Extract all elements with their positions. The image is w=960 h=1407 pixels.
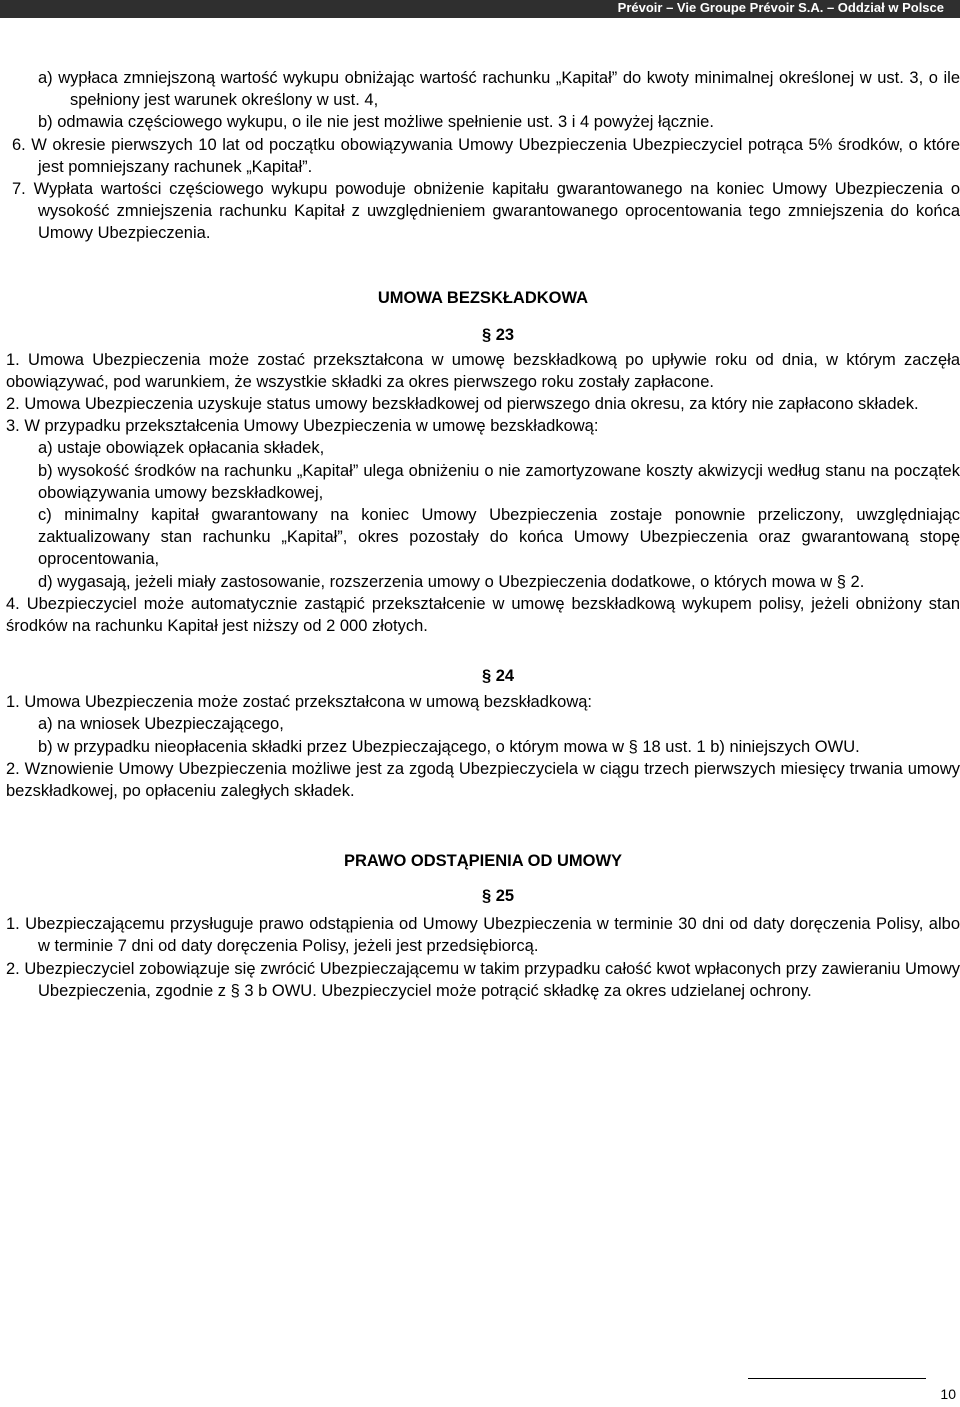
s25-p1: 1. Ubezpieczającemu przysługuje prawo odstąpienia od Umowy Ubezpieczenia w terminie 30 dni od daty doręczenia Polisy, albo w terminie 7 dni od daty doręczenia Polisy, jeżeli jest przedsiębiorcą. — [6, 915, 960, 956]
item-a: a) wypłaca zmniejszoną wartość wykupu obniżając wartość rachunku „Kapitał” do kwoty minimalnej określonej w ust. 3, o ile spełniony jest warunek określony w ust. 4, — [38, 69, 960, 110]
umowa-heading: UMOWA BEZSKŁADKOWA — [377, 288, 589, 307]
prawo-heading: PRAWO ODSTĄPIENIA OD UMOWY — [343, 852, 623, 871]
s24-p1b: b) w przypadku nieopłacenia składki przez Ubezpieczającego, o którym mowa w § 18 ust. 1 b) niniejszych OWU. — [38, 737, 860, 756]
document-header: Prévoir – Vie Groupe Prévoir S.A. – Oddział w Polsce — [0, 0, 960, 18]
footer-rule — [748, 1378, 926, 1379]
page-number: 10 — [940, 1386, 956, 1402]
item-6: 6. W okresie pierwszych 10 lat od początku obowiązywania Umowy Ubezpieczenia Ubezpieczyciel potrąca 5% środków, o które jest pomniejszany rachunek „Kapitał”. — [12, 135, 960, 176]
s24-p1a: a) na wniosek Ubezpieczającego, — [38, 715, 284, 734]
section-24: § 24 — [481, 667, 515, 686]
item-7: 7. Wypłata wartości częściowego wykupu powoduje obniżenie kapitału gwarantowanego na koniec Umowy Ubezpieczenia o wysokość zmniejszenia rachunku Kapitał z uwzględnieniem gwarantowanego oprocentowania tego zmniejszenia do końca Umowy Ubezpieczenia. — [12, 180, 960, 243]
s23-p4: 4. Ubezpieczyciel może automatycznie zastąpić przekształcenie w umowę bezskładkową wykupem polisy, jeżeli obniżony stan środków na rachunku Kapitał jest niższy od 2 000 złotych. — [6, 594, 960, 636]
s23-p3c: c) minimalny kapitał gwarantowany na koniec Umowy Ubezpieczenia zostaje ponownie przeliczony, uwzględniając zaktualizowany stan rachunku „Kapitał”, okres pozostały do końca Umowy Ubezpieczenia oraz gwarantowaną stopę oprocentowania, — [38, 506, 960, 569]
s24-p2: 2. Wznowienie Umowy Ubezpieczenia możliwe jest za zgodą Ubezpieczyciela w ciągu trzech pierwszych miesięcy trwania umowy bezskładkowej, po opłaceniu zaległych składek. — [6, 759, 960, 801]
item-b: b) odmawia częściowego wykupu, o ile nie jest możliwe spełnienie ust. 3 i 4 powyżej łącznie. — [38, 113, 714, 132]
document-body — [6, 67, 960, 1002]
s23-p3: 3. W przypadku przekształcenia Umowy Ubezpieczenia w umowę bezskładkową: — [6, 417, 599, 436]
section-25: § 25 — [481, 887, 515, 906]
s25-p2: 2. Ubezpieczyciel zobowiązuje się zwrócić Ubezpieczającemu w takim przypadku całość kwot wpłaconych przy zawieraniu Umowy Ubezpieczenia, zgodnie z § 3 b OWU. Ubezpieczyciel może potrącić składkę za okres udzielanej ochrony. — [6, 959, 960, 1000]
s23-p3b: b) wysokość środków na rachunku „Kapitał” ulega obniżeniu o nie zamortyzowane koszty akwizycji według stanu na początek obowiązywania umowy bezskładkowej, — [38, 461, 960, 502]
s23-p3d: d) wygasają, jeżeli miały zastosowanie, rozszerzenia umowy o Ubezpieczenia dodatkowe, o których mowa w § 2. — [38, 572, 865, 591]
s23-p2: 2. Umowa Ubezpieczenia uzyskuje status umowy bezskładkowej od pierwszego dnia okresu, za który nie zapłacono składek. — [6, 395, 919, 414]
s23-p1: 1. Umowa Ubezpieczenia może zostać przekształcona w umowę bezskładkową po upływie roku od dnia, w którym zaczęła obowiązywać, pod warunkiem, że wszystkie składki za okres pierwszego roku zostały zapłacone. — [6, 350, 960, 391]
s24-p1: 1. Umowa Ubezpieczenia może zostać przekształcona w umową bezskładkową: — [6, 693, 593, 712]
s23-p3a: a) ustaje obowiązek opłacania składek, — [38, 439, 325, 458]
section-23: § 23 — [481, 325, 515, 344]
